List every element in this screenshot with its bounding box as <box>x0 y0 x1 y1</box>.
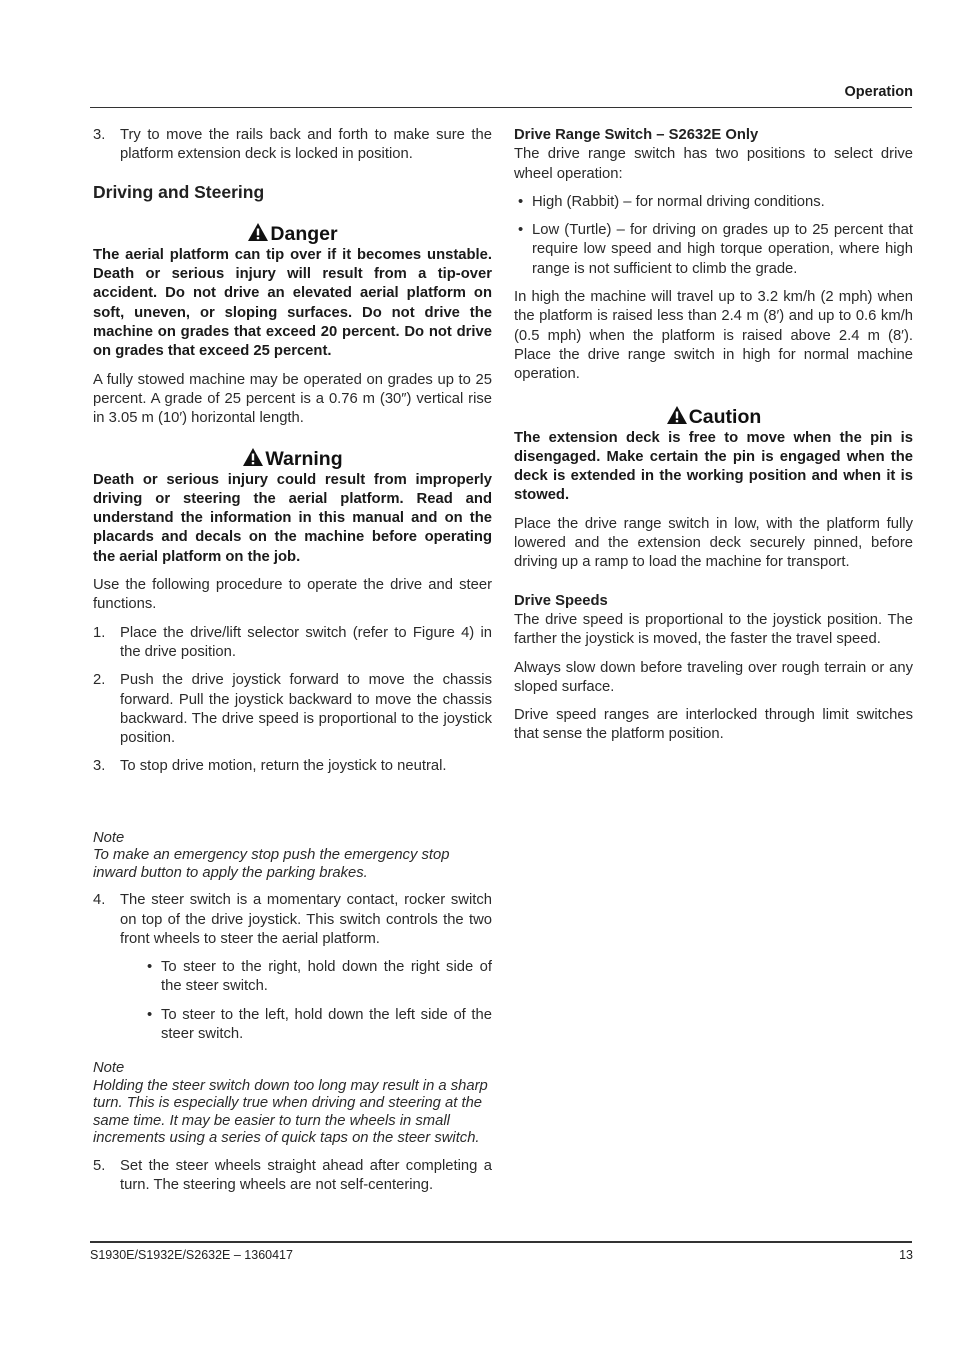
warning-triangle-icon <box>242 447 264 467</box>
step-2 <box>93 671 492 748</box>
page-section-title: Operation <box>844 84 913 100</box>
warning-triangle-icon <box>247 222 269 242</box>
bullet-text: To steer to the right, hold down the right side of the steer switch. <box>161 959 492 995</box>
step-text: Set the steer wheels straight ahead after completing a turn. The steering wheels are not self-centering. <box>120 1157 492 1194</box>
warning-title: Warning <box>265 447 343 470</box>
warning-triangle-icon <box>666 405 688 425</box>
bullet: • <box>147 1006 153 1023</box>
drive-range-paragraph: In high the machine will travel up to 3.2 km/h (2 mph) when the platform is raised less than 2.4 m (8′) and up to 0.6 km/h (0.5 mph) when the platform is raised above 2.4 m (8′). Place the drive range switch in high for normal machine operation. <box>514 289 913 383</box>
step-text: To stop drive motion, return the joystick to neutral. <box>120 758 447 775</box>
drive-speeds-paragraph-1: The drive speed is proportional to the joystick position. The farther the joystick is moved, the faster the travel speed. <box>514 611 913 648</box>
step-text: Place the drive/lift selector switch (refer to Figure 4) in the drive position. <box>120 624 492 660</box>
step-3-rails <box>93 126 492 165</box>
note-label: Note <box>93 1060 125 1077</box>
caution-heading <box>514 405 913 428</box>
step-5 <box>93 1157 492 1196</box>
step-text: The steer switch is a momentary contact, rocker switch on top of the drive joystick. This switch controls the two front wheels to steer the aerial platform. <box>120 892 492 947</box>
step-number: 3. <box>93 127 106 143</box>
bullet-text: Low (Turtle) – for driving on grades up to 25 percent that require low speed and high torque operation, where high range is not sufficient to climb the grade. <box>532 222 913 277</box>
right-column <box>514 126 913 754</box>
page-number: 13 <box>899 1248 913 1262</box>
procedure-paragraph: Use the following procedure to operate the drive and steer functions. <box>93 577 492 613</box>
drive-speeds-paragraph-2: Always slow down before traveling over rough terrain or any sloped surface. <box>514 659 913 695</box>
warning-text: Death or serious injury could result from improperly driving or steering the aerial platform. Read and understand the information in this manual and on the placards and decals on the machine before operating the aerial platform on the job. <box>93 471 492 565</box>
step-1 <box>93 624 492 663</box>
step-4 <box>93 891 492 949</box>
bullet-text: To steer to the left, hold down the left side of the steer switch. <box>161 1006 492 1042</box>
bullet: • <box>518 222 524 239</box>
warning-heading <box>93 447 492 470</box>
footer-model: S1930E/S1932E/S2632E – 1360417 <box>90 1248 293 1262</box>
bullet: • <box>147 959 153 976</box>
footer-rule <box>90 1241 912 1243</box>
caution-paragraph: Place the drive range switch in low, with the platform fully lowered and the extension deck securely pinned, before driving up a ramp to load the machine for transport. <box>514 515 913 571</box>
step-3 <box>93 757 492 776</box>
step-text: Push the drive joystick forward to move the chassis forward. Pull the joystick backward to move the chassis backward. The drive speed is proportional to the joystick position. <box>120 672 492 747</box>
list-item <box>514 221 913 279</box>
drive-range-intro: The drive range switch has two positions to select drive wheel operation: <box>514 146 913 182</box>
danger-text: The aerial platform can tip over if it becomes unstable. Death or serious injury will result from a tip-over accident. Do not drive an elevated aerial platform on soft, uneven, or sloping surfaces. Do not drive the machine on grades that exceed 20 percent. Do not drive on grades that exceed 25 percent. <box>93 246 492 360</box>
step-number: 1. <box>93 624 106 641</box>
list-item <box>143 1006 492 1045</box>
drive-range-heading: Drive Range Switch – S2632E Only <box>514 127 759 143</box>
step-number: 2. <box>93 672 106 689</box>
step-number: 4. <box>93 892 106 909</box>
left-column <box>93 126 492 1204</box>
bullet-text: High (Rabbit) – for normal driving conditions. <box>532 193 825 210</box>
step-number: 3. <box>93 758 106 775</box>
danger-heading <box>93 222 492 245</box>
header-rule <box>90 107 912 108</box>
drive-speeds-paragraph-3: Drive speed ranges are interlocked through limit switches that sense the platform position. <box>514 707 913 743</box>
bullet: • <box>518 193 524 210</box>
drive-speeds-heading: Drive Speeds <box>514 592 608 609</box>
note-steer-switch: Holding the steer switch down too long may result in a sharp turn. This is especially true when driving and steering at the same time. It may be easier to turn the wheels in small increments using a series of quick taps on the steer switch. <box>93 1077 488 1147</box>
step-text: Try to move the rails back and forth to make sure the platform extension deck is locked in position. <box>120 127 492 163</box>
steer-bullet-list <box>93 958 492 1044</box>
grade-paragraph: A fully stowed machine may be operated on grades up to 25 percent. A grade of 25 percent is a 0.76 m (30″) vertical rise in 3.05 m (10′) horizontal length. <box>93 371 492 427</box>
step-number: 5. <box>93 1157 106 1174</box>
note-label: Note <box>93 829 125 846</box>
caution-title: Caution <box>688 405 762 428</box>
list-item <box>514 193 913 212</box>
note-emergency-stop: To make an emergency stop push the emergency stop inward button to apply the parking brakes. <box>93 847 450 881</box>
list-item <box>143 958 492 997</box>
section-heading-driving-steering: Driving and Steering <box>93 181 265 202</box>
caution-text: The extension deck is free to move when the pin is disengaged. Make certain the pin is engaged when the deck is extended in the working position and when it is stowed. <box>514 429 913 504</box>
danger-title: Danger <box>270 222 338 245</box>
